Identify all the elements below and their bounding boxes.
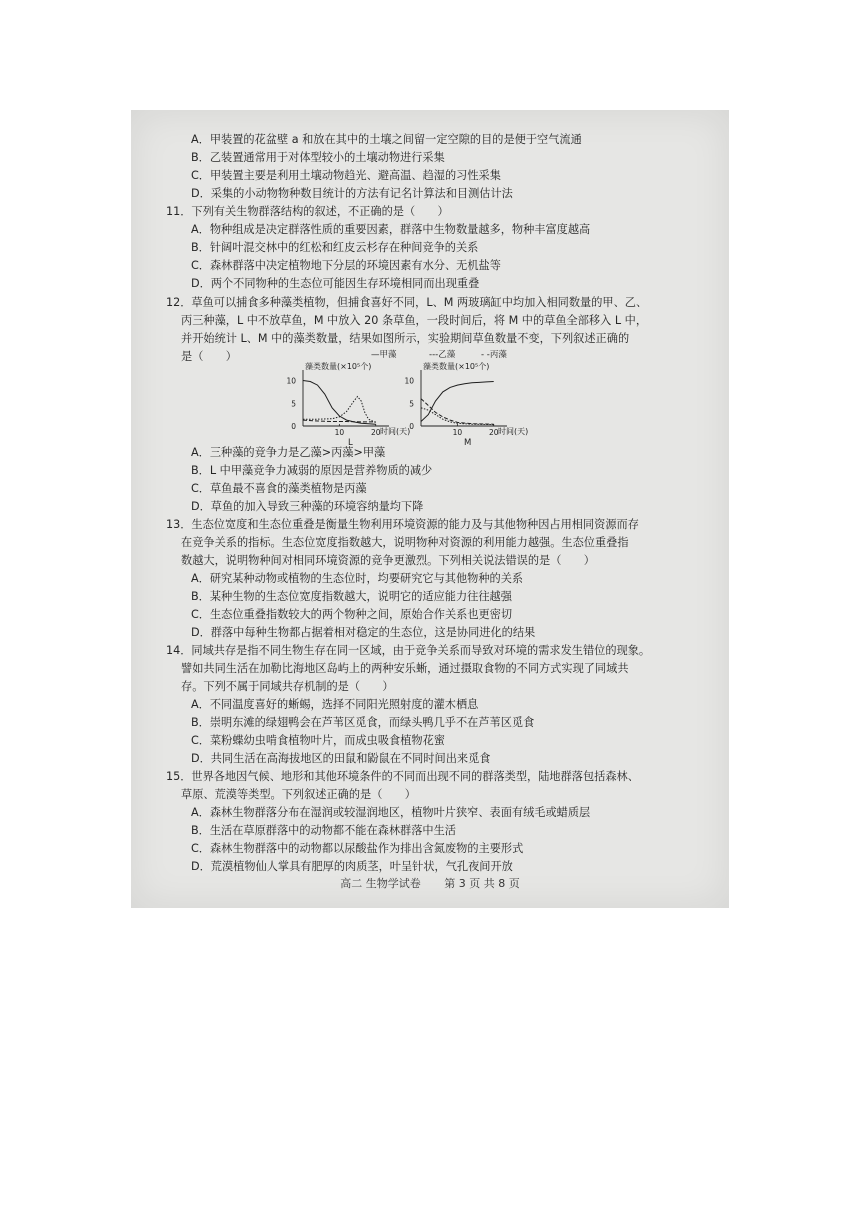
series-line-丙藻 <box>421 399 494 425</box>
exam-page <box>131 110 729 908</box>
q10-option-d: D．采集的小动物物种数目统计的方法有记名计算法和目测估计法 <box>191 187 513 200</box>
series-line-丙藻 <box>303 420 376 422</box>
q12-option-b: B．L 中甲藻竞争力减弱的原因是营养物质的减少 <box>191 464 433 477</box>
y-tick-label: 0 <box>291 422 296 431</box>
q12-stem-line-4: 是（ ） <box>181 350 237 363</box>
q13-option-b: B．某种生物的生态位宽度指数越大，说明它的适应能力往往越强 <box>191 590 512 603</box>
q10-option-a: A．甲装置的花盆壁 a 和放在其中的土壤之间留一定空隙的目的是便于空气流通 <box>191 133 582 146</box>
q12-chart-figure <box>281 348 541 448</box>
y-tick-label: 5 <box>291 399 296 409</box>
q13-option-a: A．研究某种动物或植物的生态位时，均要研究它与其他物种的关系 <box>191 572 524 585</box>
q13-stem-line-2: 在竞争关系的指标。生态位宽度指数越大，说明物种对资源的利用能力越强。生态位重叠指 <box>181 536 629 549</box>
y-tick-label: 10 <box>404 376 414 386</box>
panel-l-ylabel: 藻类数量(×10⁵个) <box>305 362 372 371</box>
q10-option-b: B．乙装置通常用于对体型较小的土壤动物进行采集 <box>191 151 445 164</box>
q15-stem-line-1: 15．世界各地因气候、地形和其他环境条件的不同而出现不同的群落类型，陆地群落包括森林、 <box>166 770 639 783</box>
chart-panel-l <box>286 361 410 448</box>
page-content <box>131 110 729 908</box>
legend-yi: ---乙藻 <box>429 350 456 360</box>
q14-stem-line-2: 譬如共同生活在加勒比海地区岛屿上的两种安乐蜥，通过摄取食物的不同方式实现了同域共 <box>181 662 629 675</box>
legend-jia: —甲藻 <box>371 350 397 360</box>
q15-option-a: A．森林生物群落分布在湿润或较湿润地区，植物叶片狭窄、表面有绒毛或蜡质层 <box>191 806 591 819</box>
panel-l-label: L <box>348 438 353 448</box>
q11-option-d: D．两个不同物种的生态位可能因生存环境相同而出现重叠 <box>191 277 480 290</box>
series-line-甲藻 <box>303 381 376 425</box>
chart-legend <box>371 349 507 360</box>
q12-option-a: A．三种藻的竞争力是乙藻>丙藻>甲藻 <box>191 446 386 459</box>
legend-bing: - -丙藻 <box>481 350 507 360</box>
x-tick-label: 10 <box>334 428 345 437</box>
q12-stem-line-3: 并开始统计 L、M 中的藻类数量，结果如图所示，实验期间草鱼数量不变，下列叙述正确的 <box>181 332 630 345</box>
q11-option-b: B．针阔叶混交林中的红松和红皮云杉存在种间竞争的关系 <box>191 241 479 254</box>
footer-page-number: 第 3 页 共 8 页 <box>444 877 520 890</box>
chart-panel-m <box>404 361 528 448</box>
q10-option-c: C．甲装置主要是利用土壤动物趋光、避高温、趋湿的习性采集 <box>191 169 501 182</box>
q11-option-c: C．森林群落中决定植物地下分层的环境因素有水分、无机盐等 <box>191 259 501 272</box>
y-tick-label: 5 <box>409 399 414 409</box>
footer-subject: 高二 生物学试卷 <box>340 877 421 890</box>
q14-option-a: A．不同温度喜好的蜥蜴，选择不同阳光照射度的灌木栖息 <box>191 698 479 711</box>
x-tick-label: 20 <box>488 428 499 437</box>
panel-l-xlabel: 时间(天) <box>380 427 411 436</box>
q15-option-c: C．森林生物群落中的动物都以尿酸盐作为排出含氮废物的主要形式 <box>191 842 524 855</box>
panel-m-label: M <box>464 438 472 448</box>
q14-option-c: C．菜粉蝶幼虫啃食植物叶片，而成虫吸食植物花蜜 <box>191 734 445 747</box>
q12-stem-line-1: 12．草鱼可以捕食多种藻类植物，但捕食喜好不同，L、M 两玻璃缸中均加入相同数量的甲、乙、 <box>166 296 648 309</box>
q13-stem-line-1: 13．生态位宽度和生态位重叠是衡量生物利用环境资源的能力及与其他物种因占用相同资源而存 <box>166 518 639 531</box>
series-line-乙藻 <box>303 397 376 423</box>
q13-option-c: C．生态位重叠指数较大的两个物种之间，原始合作关系也更密切 <box>191 608 513 621</box>
panel-m-xlabel: 时间(天) <box>498 427 529 436</box>
panel-m-ylabel: 藻类数量(×10⁵个) <box>423 362 490 371</box>
x-tick-label: 10 <box>452 428 463 437</box>
y-tick-label: 0 <box>409 422 414 431</box>
q13-stem-line-3: 数越大，说明物种间对相同环境资源的竞争更激烈。下列相关说法错误的是（ ） <box>181 554 595 567</box>
page-footer <box>131 875 729 891</box>
q13-option-d: D．群落中每种生物都占据着相对稳定的生态位，这是协同进化的结果 <box>191 626 536 639</box>
y-tick-label: 10 <box>286 376 296 386</box>
q15-stem-line-2: 草原、荒漠等类型。下列叙述正确的是（ ） <box>181 788 416 801</box>
q15-option-d: D．荒漠植物仙人掌具有肥厚的肉质茎，叶呈针状，气孔夜间开放 <box>191 860 513 873</box>
q11-option-a: A．物种组成是决定群落性质的重要因素，群落中生物数量越多，物种丰富度越高 <box>191 223 591 236</box>
q14-stem-line-3: 存。下列不属于同域共存机制的是（ ） <box>181 680 394 693</box>
q12-option-d: D．草鱼的加入导致三种藻的环境容纳量均下降 <box>191 500 424 513</box>
q15-option-b: B．生活在草原群落中的动物都不能在森林群落中生活 <box>191 824 456 837</box>
q12-stem-line-2: 丙三种藻，L 中不放草鱼，M 中放入 20 条草鱼，一段时间后，将 M 中的草鱼全部移入 L 中， <box>181 314 648 327</box>
q14-stem-line-1: 14．同域共存是指不同生物生存在同一区域，由于竞争关系而导致对环境的需求发生错位的现象。 <box>166 644 651 657</box>
q14-option-d: D．共同生活在高海拔地区的田鼠和鼢鼠在不同时间出来觅食 <box>191 752 491 765</box>
q12-option-c: C．草鱼最不喜食的藻类植物是丙藻 <box>191 482 367 495</box>
q11-stem: 11．下列有关生物群落结构的叙述，不正确的是（ ） <box>166 205 449 218</box>
x-tick-label: 20 <box>370 428 381 437</box>
q14-option-b: B．崇明东滩的绿翅鸭会在芦苇区觅食，而绿头鸭几乎不在芦苇区觅食 <box>191 716 535 729</box>
series-line-甲藻 <box>421 382 494 422</box>
